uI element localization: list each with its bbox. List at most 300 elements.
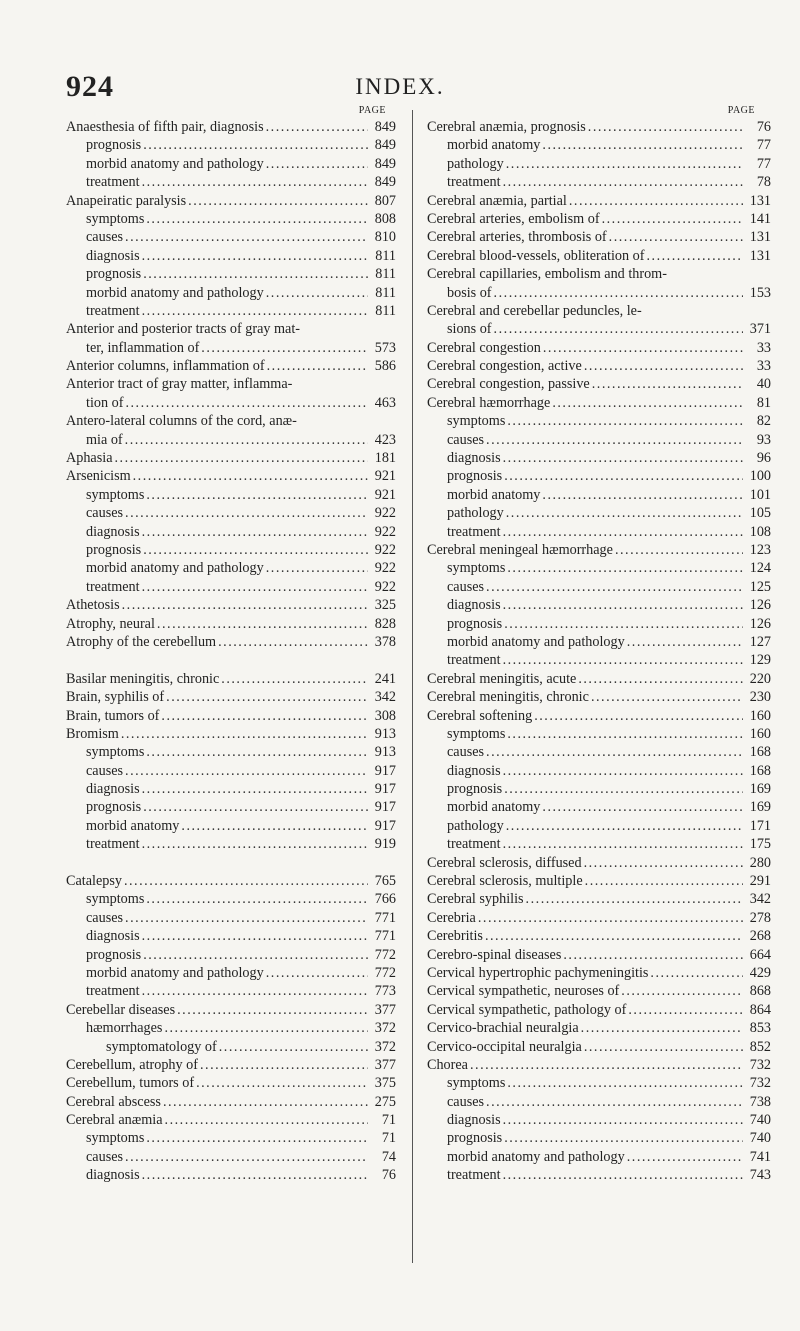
entry-text: diagnosis <box>86 247 140 264</box>
entry-text: diagnosis <box>447 762 501 779</box>
entry-text: treatment <box>447 836 501 853</box>
entry-page-number: 913 <box>374 744 396 761</box>
entry-text: symptoms <box>86 744 145 761</box>
index-entry <box>427 688 771 706</box>
entry-text: morbid anatomy <box>86 817 180 834</box>
entry-page-number: 811 <box>375 247 396 264</box>
entry-text: ter, inflammation of <box>86 339 200 356</box>
dot-leader <box>146 890 368 908</box>
entry-page-number: 169 <box>749 799 771 816</box>
running-head: INDEX. <box>355 74 445 99</box>
entry-page-number: 849 <box>374 174 396 191</box>
entry-text: causes <box>86 229 124 246</box>
entry-text: treatment <box>447 174 501 191</box>
entry-page-number: 93 <box>756 431 771 448</box>
entry-text: causes <box>447 1093 485 1110</box>
index-entry <box>66 1093 396 1111</box>
dot-leader <box>125 762 368 780</box>
dot-leader <box>142 982 368 1000</box>
entry-text: Cerebral anæmia <box>66 1112 163 1129</box>
index-entry <box>427 743 771 761</box>
index-entry <box>427 431 771 449</box>
entry-page-number: 922 <box>374 578 396 595</box>
index-column-left <box>66 104 396 1185</box>
entry-text: tion of <box>86 394 124 411</box>
entry-text: hæmorrhages <box>86 1020 163 1037</box>
dot-leader <box>494 284 743 302</box>
index-entry <box>66 394 396 412</box>
entry-text: Anterior tract of gray matter, inflamma- <box>66 376 293 393</box>
dot-leader <box>142 302 368 320</box>
entry-page-number: 169 <box>749 781 771 798</box>
entry-page-number: 772 <box>374 946 396 963</box>
dot-leader <box>161 707 368 725</box>
entry-text: Cervical hypertrophic pachymeningitis <box>427 964 649 981</box>
index-entry <box>427 173 771 191</box>
entry-text: bosis of <box>447 284 492 301</box>
dot-leader <box>196 1074 368 1092</box>
index-entry <box>66 578 396 596</box>
index-entry <box>427 872 771 890</box>
entry-text: Cerebral arteries, thrombosis of <box>427 229 607 246</box>
entry-page-number: 853 <box>749 1020 771 1037</box>
entry-page-number: 917 <box>374 817 396 834</box>
entry-page-number: 371 <box>749 321 771 338</box>
dot-leader <box>485 927 743 945</box>
entry-page-number: 740 <box>749 1112 771 1129</box>
index-entry <box>66 320 396 338</box>
dot-leader <box>503 1166 743 1184</box>
entry-text: treatment <box>447 1167 501 1184</box>
entry-text: Cerebral congestion <box>427 339 541 356</box>
dot-leader <box>142 1166 368 1184</box>
index-entry <box>427 762 771 780</box>
index-entry <box>427 320 771 338</box>
index-entry <box>427 596 771 614</box>
dot-leader <box>177 1001 368 1019</box>
entry-page-number: 175 <box>749 836 771 853</box>
index-entry <box>66 247 396 265</box>
dot-leader <box>125 228 368 246</box>
page-number: 924 <box>66 70 114 103</box>
dot-leader <box>146 210 368 228</box>
dot-leader <box>486 431 743 449</box>
index-entry <box>427 1001 771 1019</box>
entry-text: Cerebral blood-vessels, obliteration of <box>427 247 645 264</box>
entry-text: causes <box>447 578 485 595</box>
index-entry <box>66 946 396 964</box>
index-entry <box>427 265 771 283</box>
index-entry <box>66 357 396 375</box>
index-column-right <box>427 104 771 1185</box>
dot-leader <box>591 688 743 706</box>
entry-text: diagnosis <box>447 450 501 467</box>
dot-leader <box>142 247 368 265</box>
index-entry <box>66 559 396 577</box>
entry-page-number: 77 <box>756 155 771 172</box>
entry-page-number: 342 <box>374 689 396 706</box>
entry-text: Cerebellum, tumors of <box>66 1075 195 1092</box>
entry-text: Cerebral anæmia, prognosis <box>427 119 586 135</box>
entry-text: Cerebral meningitis, chronic <box>427 689 589 706</box>
entry-page-number: 168 <box>749 744 771 761</box>
entry-text: diagnosis <box>86 1167 140 1184</box>
dot-leader <box>542 798 743 816</box>
entry-page-number: 160 <box>749 707 771 724</box>
index-entry <box>427 909 771 927</box>
entry-page-number: 921 <box>374 468 396 485</box>
entry-text: causes <box>86 909 124 926</box>
dot-leader <box>627 1148 743 1166</box>
entry-page-number: 131 <box>749 192 771 209</box>
dot-leader <box>507 559 743 577</box>
column-divider <box>412 110 413 1263</box>
entry-text: symptoms <box>86 210 145 227</box>
dot-leader <box>166 688 368 706</box>
entry-text: prognosis <box>86 799 142 816</box>
index-entry <box>427 1148 771 1166</box>
index-entry <box>427 1093 771 1111</box>
entry-page-number: 849 <box>374 155 396 172</box>
entry-page-number: 771 <box>374 909 396 926</box>
dot-leader <box>142 780 368 798</box>
entry-text: causes <box>86 762 124 779</box>
entry-text: Athetosis <box>66 597 120 614</box>
index-entry <box>66 1129 396 1147</box>
entry-page-number: 141 <box>749 210 771 227</box>
entry-text: morbid anatomy and pathology <box>86 155 264 172</box>
entry-text: pathology <box>447 817 504 834</box>
dot-leader <box>563 946 743 964</box>
entry-page-number: 131 <box>749 229 771 246</box>
dot-leader <box>142 173 368 191</box>
dot-leader <box>266 964 368 982</box>
index-entry <box>427 780 771 798</box>
entry-page-number: 168 <box>749 762 771 779</box>
dot-leader <box>124 872 368 890</box>
entry-page-number: 101 <box>749 486 771 503</box>
entry-text: prognosis <box>86 541 142 558</box>
entry-text: prognosis <box>86 266 142 283</box>
entry-text: diagnosis <box>86 523 140 540</box>
index-entry <box>66 265 396 283</box>
entry-page-number: 732 <box>749 1056 771 1073</box>
dot-leader <box>143 946 368 964</box>
entry-text: causes <box>447 744 485 761</box>
index-entry <box>427 798 771 816</box>
index-entry <box>66 725 396 743</box>
dot-leader <box>650 964 743 982</box>
index-entry <box>427 339 771 357</box>
dot-leader <box>125 431 368 449</box>
index-entry <box>427 633 771 651</box>
entry-page-number: 917 <box>374 799 396 816</box>
dot-leader <box>504 780 743 798</box>
dot-leader <box>143 798 368 816</box>
dot-leader <box>165 1111 368 1129</box>
index-entry <box>427 946 771 964</box>
entry-text: morbid anatomy <box>447 137 541 154</box>
index-entry <box>427 118 771 136</box>
dot-leader <box>627 633 743 651</box>
dot-leader <box>592 375 743 393</box>
index-entry <box>66 412 396 430</box>
entry-text: pathology <box>447 155 504 172</box>
entry-page-number: 743 <box>749 1167 771 1184</box>
entry-page-number: 131 <box>749 247 771 264</box>
index-entry <box>66 615 396 633</box>
entry-text: Anapeiratic paralysis <box>66 192 187 209</box>
index-entry <box>427 670 771 688</box>
entry-page-number: 765 <box>374 873 396 890</box>
entry-page-number: 573 <box>374 339 396 356</box>
dot-leader <box>578 670 743 688</box>
entry-text: Cerebral softening <box>427 707 533 724</box>
index-entry <box>427 523 771 541</box>
entry-text: Cervico-brachial neuralgia <box>427 1020 579 1037</box>
entry-text: symptoms <box>86 1130 145 1147</box>
dot-leader <box>506 817 743 835</box>
entry-page-number: 664 <box>749 946 771 963</box>
index-entry <box>427 964 771 982</box>
entry-page-number: 852 <box>749 1038 771 1055</box>
entry-text: diagnosis <box>447 1112 501 1129</box>
index-entry <box>427 192 771 210</box>
dot-leader <box>470 1056 743 1074</box>
entry-text: Bromism <box>66 725 119 742</box>
dot-leader <box>584 854 743 872</box>
index-entry <box>427 228 771 246</box>
index-entry <box>66 228 396 246</box>
dot-leader <box>146 1129 368 1147</box>
index-entry <box>66 780 396 798</box>
entry-text: pathology <box>447 505 504 522</box>
index-entry <box>66 375 396 393</box>
dot-leader <box>503 449 743 467</box>
entry-text: Cerebral congestion, passive <box>427 376 590 393</box>
dot-leader <box>504 467 743 485</box>
entry-page-number: 810 <box>374 229 396 246</box>
entry-text: Cervical sympathetic, neuroses of <box>427 983 620 1000</box>
dot-leader <box>503 596 743 614</box>
index-entry <box>66 541 396 559</box>
index-entry <box>66 1148 396 1166</box>
entry-page-number: 126 <box>749 597 771 614</box>
entry-page-number: 766 <box>374 891 396 908</box>
entry-page-number: 917 <box>374 781 396 798</box>
entry-page-number: 740 <box>749 1130 771 1147</box>
entry-text: Cerebellar diseases <box>66 1001 176 1018</box>
entry-text: morbid anatomy <box>447 799 541 816</box>
index-entries-left <box>66 118 396 1185</box>
entry-text: symptoms <box>86 486 145 503</box>
index-entry <box>427 890 771 908</box>
index-entry <box>427 1056 771 1074</box>
entry-text: Cerebria <box>427 909 476 926</box>
entry-page-number: 124 <box>749 560 771 577</box>
entry-text: Cerebral sclerosis, diffused <box>427 854 582 871</box>
dot-leader <box>266 559 368 577</box>
entry-page-number: 127 <box>749 633 771 650</box>
entry-text: Cerebral meningeal hæmorrhage <box>427 541 613 558</box>
index-entry <box>66 835 396 853</box>
dot-leader <box>157 615 368 633</box>
dot-leader <box>503 173 743 191</box>
dot-leader <box>142 927 368 945</box>
dot-leader <box>494 320 743 338</box>
dot-leader <box>478 909 743 927</box>
dot-leader <box>125 394 368 412</box>
entry-page-number: 230 <box>749 689 771 706</box>
index-entry <box>66 155 396 173</box>
dot-leader <box>506 155 743 173</box>
dot-leader <box>146 486 368 504</box>
dot-leader <box>486 578 743 596</box>
index-entry <box>427 394 771 412</box>
entry-page-number: 275 <box>374 1093 396 1110</box>
index-entry <box>66 798 396 816</box>
entry-page-number: 917 <box>374 762 396 779</box>
entry-page-number: 378 <box>374 633 396 650</box>
entry-text: diagnosis <box>86 781 140 798</box>
index-entry <box>66 872 396 890</box>
dot-leader <box>588 118 743 136</box>
entry-page-number: 278 <box>749 909 771 926</box>
dot-leader <box>133 467 368 485</box>
index-entry <box>66 486 396 504</box>
entry-text: Cerebral sclerosis, multiple <box>427 873 583 890</box>
entry-page-number: 772 <box>374 964 396 981</box>
index-entry <box>427 467 771 485</box>
entry-page-number: 922 <box>374 523 396 540</box>
entry-text: prognosis <box>447 781 503 798</box>
entry-page-number: 181 <box>374 450 396 467</box>
entry-text: symptoms <box>447 413 506 430</box>
dot-leader <box>503 1111 743 1129</box>
index-entry <box>427 504 771 522</box>
entry-page-number: 40 <box>756 376 771 393</box>
entry-text: morbid anatomy and pathology <box>86 560 264 577</box>
dot-leader <box>125 909 368 927</box>
dot-leader <box>266 284 368 302</box>
entry-text: causes <box>86 1148 124 1165</box>
entry-text: Brain, tumors of <box>66 707 160 724</box>
index-entry <box>427 210 771 228</box>
dot-leader <box>581 1019 743 1037</box>
index-entry <box>66 192 396 210</box>
entry-text: morbid anatomy and pathology <box>86 964 264 981</box>
entry-text: Cerebritis <box>427 928 483 945</box>
index-entry <box>427 854 771 872</box>
index-entry <box>427 651 771 669</box>
entry-page-number: 922 <box>374 505 396 522</box>
index-entry <box>427 155 771 173</box>
entry-page-number: 129 <box>749 652 771 669</box>
index-entry <box>427 1166 771 1184</box>
index-entry <box>66 449 396 467</box>
dot-leader <box>543 339 743 357</box>
entry-text: treatment <box>86 302 140 319</box>
entry-page-number: 81 <box>756 394 771 411</box>
dot-leader <box>542 136 743 154</box>
entry-text: diagnosis <box>447 597 501 614</box>
entry-page-number: 268 <box>749 928 771 945</box>
entry-page-number: 773 <box>374 983 396 1000</box>
entry-page-number: 96 <box>756 450 771 467</box>
index-entry <box>427 615 771 633</box>
index-entry <box>427 707 771 725</box>
entry-page-number: 308 <box>374 707 396 724</box>
entry-text: treatment <box>86 836 140 853</box>
dot-leader <box>181 817 368 835</box>
entry-page-number: 828 <box>374 615 396 632</box>
dot-leader <box>115 449 369 467</box>
dot-leader <box>552 394 743 412</box>
entry-text: Antero-lateral columns of the cord, anæ- <box>66 413 297 430</box>
entry-page-number: 100 <box>749 468 771 485</box>
entry-text: Cerebral capillaries, embolism and throm- <box>427 266 667 283</box>
entry-text: Cerebellum, atrophy of <box>66 1056 198 1073</box>
dot-leader <box>121 725 368 743</box>
entry-page-number: 71 <box>381 1130 396 1147</box>
entry-page-number: 913 <box>374 725 396 742</box>
dot-leader <box>504 615 743 633</box>
index-entry <box>427 486 771 504</box>
dot-leader <box>266 118 368 136</box>
index-entry <box>66 964 396 982</box>
dot-leader <box>125 504 368 522</box>
entry-page-number: 811 <box>375 302 396 319</box>
entry-text: Cervical sympathetic, pathology of <box>427 1001 627 1018</box>
index-entry <box>66 670 396 688</box>
entry-text: Arsenicism <box>66 468 131 485</box>
dot-leader <box>602 210 743 228</box>
entry-text: Cerebral abscess <box>66 1093 161 1110</box>
entry-page-number: 423 <box>374 431 396 448</box>
dot-leader <box>584 1038 743 1056</box>
index-entry <box>66 173 396 191</box>
dot-leader <box>503 523 743 541</box>
entry-page-number: 342 <box>749 891 771 908</box>
dot-leader <box>542 486 743 504</box>
entry-text: treatment <box>86 578 140 595</box>
index-entry <box>427 982 771 1000</box>
entry-page-number: 811 <box>375 266 396 283</box>
entry-text: Atrophy of the cerebellum <box>66 633 217 650</box>
index-entry <box>66 136 396 154</box>
entry-text: symptoms <box>86 891 145 908</box>
entry-text: Atrophy, neural <box>66 615 155 632</box>
dot-leader <box>164 1019 368 1037</box>
entry-page-number: 74 <box>381 1148 396 1165</box>
entry-page-number: 375 <box>374 1075 396 1092</box>
index-entry <box>66 118 396 136</box>
entry-text: Anaesthesia of fifth pair, diagnosis <box>66 119 264 135</box>
entry-page-number: 78 <box>756 174 771 191</box>
index-entry <box>427 412 771 430</box>
entry-page-number: 76 <box>756 119 771 135</box>
dot-leader <box>201 339 368 357</box>
index-entry <box>427 578 771 596</box>
entry-text: Anterior and posterior tracts of gray mat- <box>66 321 301 338</box>
dot-leader <box>503 651 743 669</box>
entry-text: Cerebral and cerebellar peduncles, le- <box>427 302 642 319</box>
entry-text: Cerebro-spinal diseases <box>427 946 562 963</box>
index-entry <box>66 890 396 908</box>
index-entry <box>66 707 396 725</box>
dot-leader <box>200 1056 368 1074</box>
dot-leader <box>125 1148 368 1166</box>
